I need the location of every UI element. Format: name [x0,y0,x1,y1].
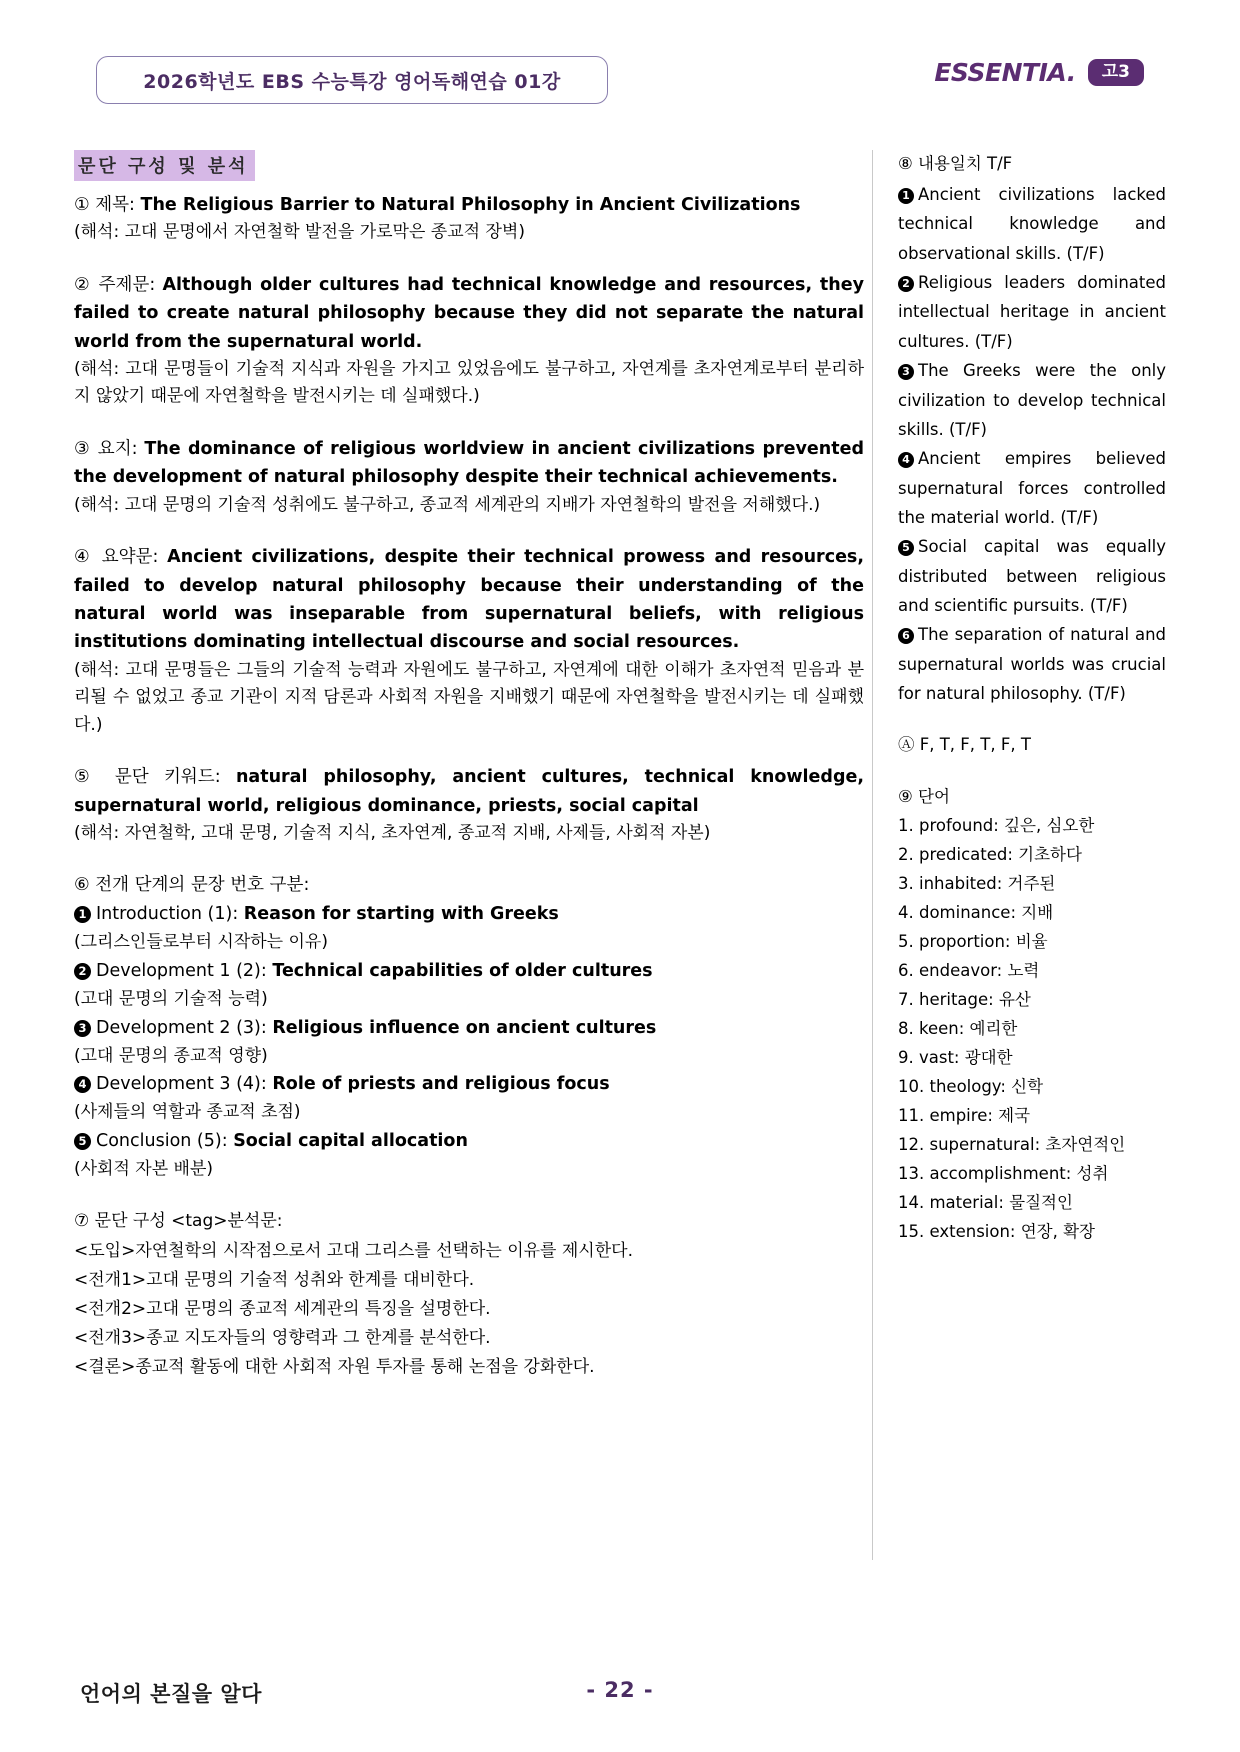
tf-item [898,444,1166,532]
vocab-item: 1. profound: 깊은, 심오한 [898,815,1095,835]
item4-korean: (해석: 고대 문명들은 그들의 기술적 능력과 자원에도 불구하고, 자연계에 대한 이해가 초자연적 믿음과 분리될 수 없었고 종교 기관이 지적 담론과 사회적 자원을 지배했기 때문에 자연철학을 발전시키는 데 실패했다.) [74,659,864,735]
tf-item-text: The Greeks were the only civilization to develop technical skills. (T/F) [898,361,1166,439]
vocab-item: 15. extension: 연장, 확장 [898,1222,1095,1242]
vocab-item: 12. supernatural: 초자연적인 [898,1134,1126,1154]
tf-number-badge: 3 [898,364,914,380]
item-stages-block [74,871,864,1183]
item3-label: ③ 요지: [74,438,145,459]
tf-item-text: Ancient empires believed supernatural forces controlled the material world. (T/F) [898,449,1166,527]
lesson-title-label: 2026학년도 EBS 수능특강 영어독해연습 01강 [143,70,561,93]
item1-line [74,191,864,219]
item7-label: ⑦ 문단 구성 <tag>분석문: [74,1211,283,1232]
vocab-item: 9. vast: 광대한 [898,1047,1013,1067]
stage-korean: (고대 문명의 기술적 능력) [74,989,268,1010]
item2-label: ② 주제문: [74,274,163,295]
stage-name: Development 3 (4): [96,1074,273,1095]
tf-item-text: Ancient civilizations lacked technical knowledge and observational skills. (T/F) [898,185,1166,263]
answer-key-line: Ⓐ F, T, F, T, F, T [898,734,1031,754]
stage-english: Reason for starting with Greeks [243,904,559,925]
vocab-item: 3. inhabited: 거주된 [898,873,1056,893]
stage-item [74,900,864,929]
stage-item [74,1070,864,1099]
item2-line [74,271,864,356]
item1-english: The Religious Barrier to Natural Philosophy in Ancient Civilizations [140,195,801,215]
stage-name: Introduction (1): [96,904,244,925]
item4-label: ④ 요약문: [74,547,168,568]
tf-section-heading: ⑧ 내용일치 T/F [898,154,1013,173]
tf-item-text: The separation of natural and supernatural worlds was crucial for natural philosophy. (T/F) [898,625,1166,704]
vocab-item: 10. theology: 신학 [898,1076,1044,1096]
stage-number-badge: 5 [74,1133,91,1150]
item1-label: ① 제목: [74,195,141,215]
vocab-item: 13. accomplishment: 성취 [898,1163,1109,1183]
item-thesis-block [74,271,864,411]
page-footer [0,1678,1240,1718]
tf-item [898,620,1166,708]
tf-item [898,532,1166,620]
brand-logo-text: ESSENTIA. [934,58,1076,87]
tf-number-badge: 2 [898,276,914,292]
item-keywords-block [74,763,864,847]
tf-item-text: Religious leaders dominated intellectual heritage in ancient cultures. (T/F) [898,273,1166,351]
vocab-item: 6. endeavor: 노력 [898,960,1040,980]
left-column [74,150,864,1407]
stage-name: Development 1 (2): [96,961,273,981]
item4-line [74,543,864,656]
vocab-item: 7. heritage: 유산 [898,989,1031,1009]
vocab-item: 5. proportion: 비율 [898,931,1048,951]
tf-number-badge: 4 [898,452,914,468]
footer-brand-text: 언어의 본질을 알다 [80,1682,262,1706]
item-summary-block [74,543,864,739]
item6-label: ⑥ 전개 단계의 문장 번호 구분: [74,875,310,896]
item-title-block [74,191,864,247]
tf-item [898,268,1166,356]
item1-korean: (해석: 고대 문명에서 자연철학 발전을 가로막은 종교적 장벽) [74,222,525,243]
item3-english: The dominance of religious worldview in ancient civilizations prevented the development of natural philosophy despite their technical achievements. [74,438,864,488]
vocab-item: 4. dominance: 지배 [898,902,1054,922]
item5-korean: (해석: 자연철학, 고대 문명, 기술적 지식, 초자연계, 종교적 지배, 사제들, 사회적 자본) [74,822,711,843]
item4-english: Ancient civilizations, despite their technical prowess and resources, failed to develop natural philosophy because their understanding of the natural world was inseparable from supernatural beliefs, with religious institutions dominating intellectual discourse and social resources. [74,547,864,653]
stage-korean: (그리스인들로부터 시작하는 이유) [74,932,328,953]
tf-number-badge: 1 [898,188,914,204]
page-number: - 22 - [586,1678,654,1702]
vocab-item: 11. empire: 제국 [898,1105,1031,1125]
lesson-title-chip [96,56,608,104]
vocab-section-heading: ⑨ 단어 [898,786,950,806]
stage-korean: (사회적 자본 배분) [74,1158,214,1179]
tag-analysis-line: <도입>자연철학의 시작점으로서 고대 그리스를 선택하는 이유를 제시한다. [74,1240,633,1261]
tag-analysis-line: <전개1>고대 문명의 기술적 성취와 한계를 대비한다. [74,1269,475,1290]
item-tag-analysis-block [74,1207,864,1382]
tag-analysis-line: <전개3>종교 지도자들의 영향력과 그 한계를 분석한다. [74,1328,491,1349]
stage-number-badge: 1 [74,906,91,923]
stage-name: Conclusion (5): [96,1130,234,1151]
tf-item [898,180,1166,268]
tf-item [898,356,1166,444]
stage-number-badge: 2 [74,963,91,980]
stage-number-badge: 4 [74,1076,91,1093]
tf-number-badge: 5 [898,540,914,556]
stage-name: Development 2 (3): [96,1017,273,1038]
item-mainpoint-block [74,435,864,519]
item2-english: Although older cultures had technical knowledge and resources, they failed to create natural philosophy because they did not separate the natural world from the supernatural world. [74,274,864,352]
stage-english: Role of priests and religious focus [272,1074,610,1095]
stage-english: Religious influence on ancient cultures [272,1017,657,1038]
tag-analysis-line: <결론>종교적 활동에 대한 사회적 자원 투자를 통해 논점을 강화한다. [74,1357,595,1378]
section-title-paragraph-analysis: 문단 구성 및 분석 [74,150,255,181]
stage-item [74,1127,864,1156]
grade-badge: 고3 [1088,59,1144,87]
right-column [898,150,1166,1246]
vocab-item: 8. keen: 예리한 [898,1018,1018,1038]
item5-line [74,763,864,820]
vocab-item: 14. material: 물질적인 [898,1193,1073,1213]
stage-english: Technical capabilities of older cultures [272,961,653,981]
stage-item [74,957,864,986]
item2-korean: (해석: 고대 문명들이 기술적 지식과 자원을 가지고 있었음에도 불구하고, 자연계를 초자연계로부터 분리하지 않았기 때문에 자연철학을 발전시키는 데 실패했다.) [74,358,864,407]
stage-item [74,1014,864,1043]
stage-korean: (사제들의 역할과 종교적 초점) [74,1102,301,1123]
column-divider [872,150,873,1560]
stage-english: Social capital allocation [233,1130,468,1151]
item3-line [74,435,864,492]
item5-english: natural philosophy, ancient cultures, technical knowledge, supernatural world, religious dominance, priests, social capital [74,767,864,816]
tag-analysis-line: <전개2>고대 문명의 종교적 세계관의 특징을 설명한다. [74,1299,491,1320]
stage-korean: (고대 문명의 종교적 영향) [74,1045,268,1066]
page-header [0,0,1240,120]
vocab-item: 2. predicated: 기초하다 [898,844,1082,864]
item3-korean: (해석: 고대 문명의 기술적 성취에도 불구하고, 종교적 세계관의 지배가 자연철학의 발전을 저해했다.) [74,494,821,515]
stage-number-badge: 3 [74,1020,91,1037]
item5-label: ⑤ 문단 키워드: [74,767,236,788]
brand-area [934,58,1144,87]
tf-number-badge: 6 [898,628,914,644]
tf-item-text: Social capital was equally distributed between religious and scientific pursuits. (T/F) [898,537,1166,616]
